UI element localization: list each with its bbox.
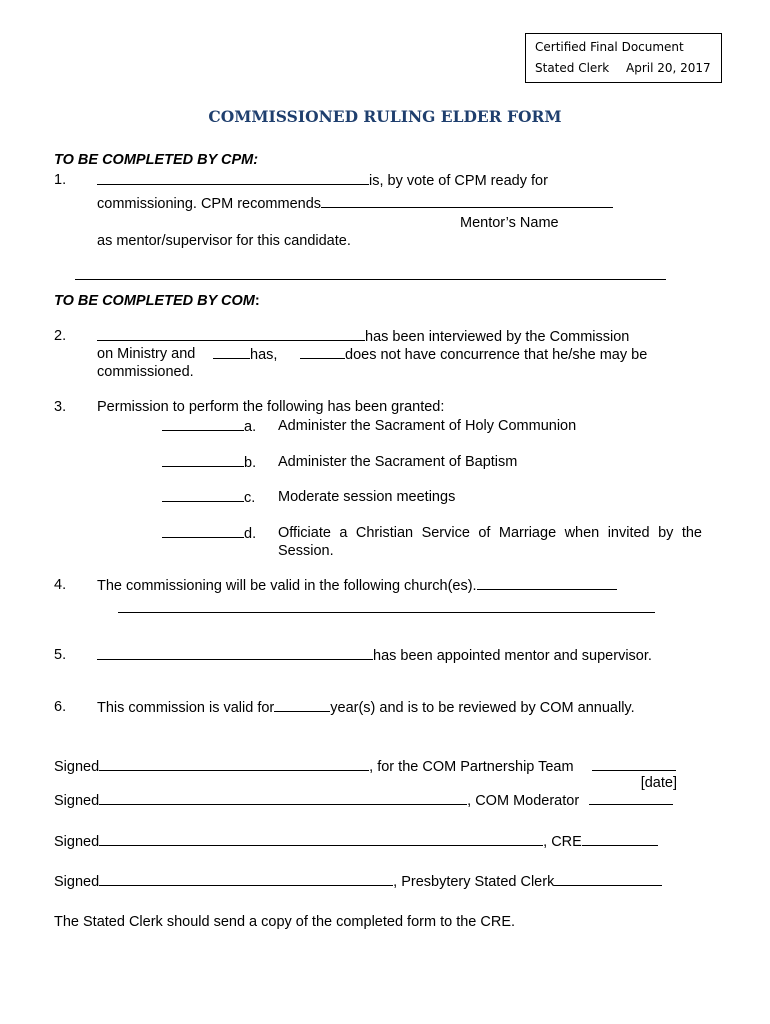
moderator-date-blank[interactable] <box>589 792 673 805</box>
clerk-signature-blank[interactable] <box>99 873 393 886</box>
stamp-clerk: Stated Clerk <box>535 61 610 75</box>
date-label: [date] <box>640 775 677 791</box>
footer-note: The Stated Clerk should send a copy of the completed form to the CRE. <box>54 914 516 930</box>
item6-text-a: This commission is valid for <box>97 700 275 716</box>
item2-row1 <box>97 328 629 345</box>
stamp-line1: Certified Final Document <box>535 40 684 54</box>
item3-number: 3. <box>54 399 67 415</box>
years-blank[interactable] <box>274 699 330 712</box>
cre-signature-blank[interactable] <box>99 833 543 846</box>
item2-has: has, <box>250 347 278 363</box>
mentor-name-blank[interactable] <box>321 195 613 208</box>
moderator-label: , COM Moderator <box>467 793 580 809</box>
signed-label: Signed <box>54 759 100 775</box>
item3-text: Permission to perform the following has been granted: <box>97 399 445 415</box>
permission-a <box>162 418 256 435</box>
item4-row <box>97 577 617 594</box>
stamp-date: April 20, 2017 <box>626 61 711 75</box>
cre-date-blank[interactable] <box>582 833 658 846</box>
does-not-blank[interactable] <box>300 346 345 359</box>
com-heading-text: TO BE COMPLETED BY COM <box>54 293 255 309</box>
partnership-date <box>592 758 676 775</box>
item1-text-a: is, by vote of CPM ready for <box>369 173 548 189</box>
signed-label: Signed <box>54 793 100 809</box>
item2-row2-c <box>300 346 647 363</box>
permission-d-letter: d. <box>244 526 257 542</box>
item2-text-c: commissioned. <box>97 364 194 380</box>
signature-cre <box>54 833 658 850</box>
permission-d <box>162 525 256 542</box>
moderator-date <box>589 792 673 809</box>
candidate-name-blank[interactable] <box>97 172 369 185</box>
partnership-date-blank[interactable] <box>592 758 676 771</box>
signature-moderator <box>54 792 579 809</box>
has-blank[interactable] <box>213 346 250 359</box>
permission-c <box>162 489 255 506</box>
permission-a-blank[interactable] <box>162 418 244 431</box>
com-heading <box>54 293 260 309</box>
item1-text-c: as mentor/supervisor for this candidate. <box>97 233 351 249</box>
item6-text-b: year(s) and is to be reviewed by COM annually. <box>330 700 635 716</box>
permission-d-blank[interactable] <box>162 525 244 538</box>
appointed-mentor-blank[interactable] <box>97 647 373 660</box>
permission-a-text: Administer the Sacrament of Holy Communion <box>278 418 577 434</box>
signature-partnership <box>54 758 574 775</box>
com-heading-colon: : <box>254 293 260 309</box>
form-title: COMMISSIONED RULING ELDER FORM <box>208 107 562 126</box>
permission-b-letter: b. <box>244 455 257 471</box>
item5-number: 5. <box>54 647 67 663</box>
item2-text-a: has been interviewed by the Commission <box>365 329 630 345</box>
mentor-label: Mentor’s Name <box>460 215 559 231</box>
permission-d-cont: Session. <box>278 543 334 559</box>
item1-number: 1. <box>54 172 67 188</box>
clerk-date-blank[interactable] <box>554 873 662 886</box>
section-divider <box>75 279 666 280</box>
permission-b <box>162 454 256 471</box>
item2-text-b3: does not have concurrence that he/she may be <box>345 347 648 363</box>
item2-number: 2. <box>54 328 67 344</box>
churches-line-2[interactable] <box>118 612 655 613</box>
permission-c-text: Moderate session meetings <box>278 489 456 505</box>
item6-number: 6. <box>54 699 67 715</box>
certification-stamp <box>525 33 722 83</box>
partnership-label: , for the COM Partnership Team <box>369 759 574 775</box>
signature-stated-clerk <box>54 873 662 890</box>
partnership-signature-blank[interactable] <box>99 758 369 771</box>
permission-c-letter: c. <box>244 490 256 506</box>
moderator-signature-blank[interactable] <box>99 792 467 805</box>
item1-row2 <box>97 195 613 212</box>
stated-clerk-label: , Presbytery Stated Clerk <box>393 874 555 890</box>
signed-label: Signed <box>54 834 100 850</box>
item4-text: The commissioning will be valid in the following church(es). <box>97 578 477 594</box>
churches-blank[interactable] <box>477 577 617 590</box>
permission-d-text: Officiate a Christian Service of Marriage when invited by the <box>278 525 702 541</box>
cre-label: , CRE <box>543 834 582 850</box>
cpm-heading: TO BE COMPLETED BY CPM: <box>54 152 259 168</box>
permission-a-letter: a. <box>244 419 257 435</box>
signed-label: Signed <box>54 874 100 890</box>
item5-row <box>97 647 652 664</box>
item6-row <box>97 699 635 716</box>
interviewee-blank[interactable] <box>97 328 365 341</box>
permission-c-blank[interactable] <box>162 489 244 502</box>
item2-row2-a: on Ministry and <box>97 346 196 362</box>
item5-text: has been appointed mentor and supervisor. <box>373 648 652 664</box>
permission-b-text: Administer the Sacrament of Baptism <box>278 454 518 470</box>
item2-row2-b <box>213 346 277 363</box>
item4-number: 4. <box>54 577 67 593</box>
permission-b-blank[interactable] <box>162 454 244 467</box>
item1-text-b: commissioning. CPM recommends <box>97 196 322 212</box>
item1-row1 <box>97 172 548 189</box>
